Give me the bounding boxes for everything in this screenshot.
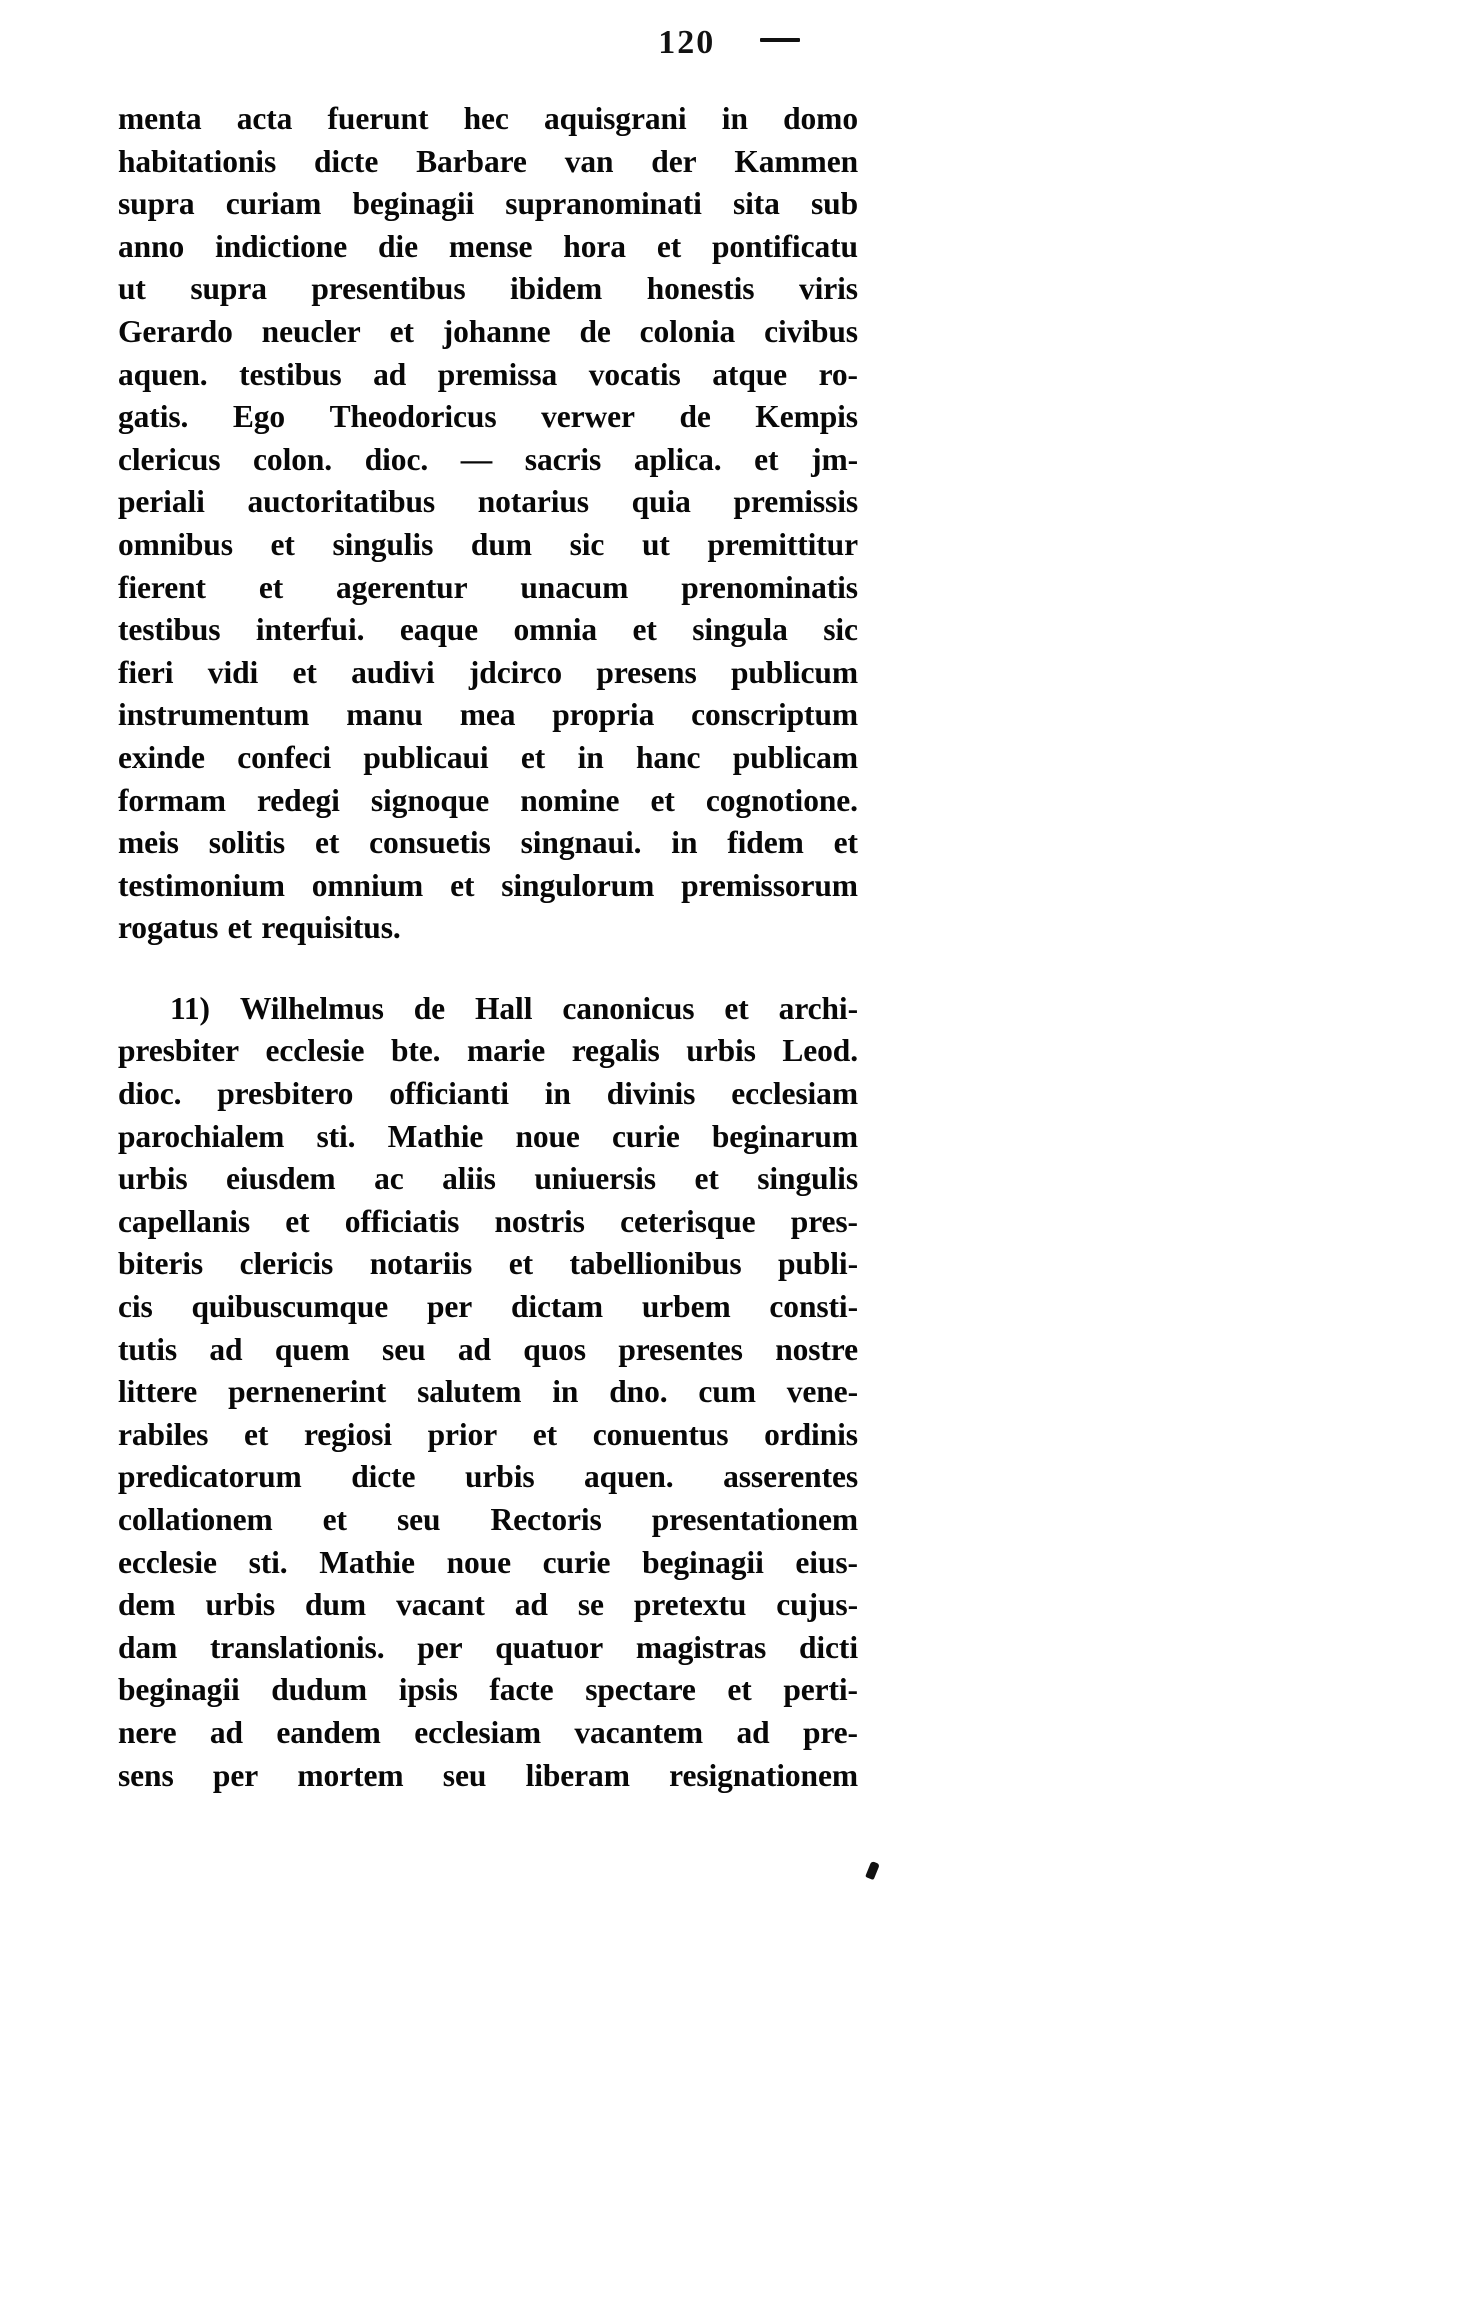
text-line — [118, 1371, 858, 1414]
text-line — [118, 780, 858, 823]
word: premissorum — [681, 867, 858, 903]
word: conuentus — [592, 1416, 729, 1452]
word: canonicus — [562, 990, 695, 1026]
word: mea — [459, 697, 516, 733]
word: Barbare — [416, 143, 527, 179]
word: singulis — [332, 526, 434, 562]
word: sti. — [248, 1544, 288, 1580]
word: singulis — [757, 1161, 858, 1197]
word: consti- — [769, 1289, 858, 1325]
page-number: 120 — [658, 24, 716, 61]
word: ceterisque — [620, 1203, 756, 1239]
word: per — [212, 1757, 259, 1793]
text-line — [118, 1755, 858, 1798]
text-line — [118, 822, 858, 865]
word: dudum — [271, 1672, 368, 1708]
word: publicam — [732, 739, 858, 775]
word: beginagii — [352, 186, 475, 222]
word: colon. — [253, 441, 333, 477]
word: hec — [463, 101, 509, 136]
word: facte — [489, 1672, 554, 1708]
text-line — [118, 481, 858, 524]
word: omnia — [513, 612, 598, 648]
word: vacant — [396, 1587, 485, 1623]
word: et — [694, 1161, 719, 1197]
word: manu — [346, 697, 423, 733]
word: urbis — [464, 1459, 535, 1495]
word: colonia — [639, 313, 736, 349]
text-line — [118, 1627, 858, 1670]
word: prenominatis — [681, 569, 858, 605]
text-line — [118, 1414, 858, 1457]
word: et — [656, 228, 682, 264]
word: officiatis — [344, 1203, 460, 1239]
word: et — [727, 1672, 752, 1708]
word: Theodoricus — [329, 399, 497, 435]
word: dictam — [510, 1289, 604, 1325]
word: beginarum — [711, 1118, 858, 1154]
text-line — [118, 1542, 858, 1585]
word: cum — [698, 1374, 756, 1410]
word: conscriptum — [691, 697, 858, 733]
word: magistras — [635, 1629, 767, 1665]
text-line — [118, 694, 858, 737]
word: ad — [457, 1331, 491, 1367]
word: civibus — [764, 313, 858, 349]
word: — — [460, 441, 493, 477]
word: sic — [823, 612, 858, 648]
word: periali — [118, 484, 205, 520]
word: sacris — [524, 441, 602, 477]
text-line — [118, 1286, 858, 1329]
word: vocatis — [588, 356, 681, 392]
word: presbiter — [118, 1033, 239, 1069]
word: curiam — [225, 186, 322, 222]
word: dem — [118, 1587, 176, 1623]
word: habitationis — [118, 143, 277, 179]
word: clericis — [239, 1246, 334, 1282]
text-line — [118, 524, 858, 567]
word: dum — [470, 526, 532, 562]
word: collationem — [118, 1502, 273, 1537]
word: 11) — [170, 990, 210, 1026]
word: sic — [569, 526, 605, 562]
word: hora — [563, 228, 626, 264]
word: sub — [811, 186, 858, 222]
word: per — [426, 1289, 473, 1325]
word: presentibus — [311, 271, 466, 307]
word: cujus- — [776, 1587, 858, 1623]
word: dum — [305, 1587, 367, 1623]
word: singulorum — [501, 867, 655, 903]
word: et — [833, 825, 858, 861]
word: pres- — [790, 1203, 858, 1239]
word: supranominati — [505, 186, 702, 222]
word: ut — [118, 271, 146, 307]
word: notariis — [369, 1246, 473, 1282]
word: supra — [190, 271, 267, 307]
text-line — [118, 1712, 858, 1755]
word: et — [270, 526, 295, 562]
word: omnibus — [118, 526, 233, 562]
word: in — [544, 1076, 571, 1112]
word: spectare — [585, 1672, 696, 1708]
word: ordinis — [764, 1416, 858, 1452]
word: presentes — [618, 1331, 743, 1367]
word: parochialem — [118, 1118, 285, 1154]
word: per — [417, 1629, 463, 1665]
word: Rectoris — [490, 1502, 602, 1537]
word: et — [632, 612, 657, 648]
text-line — [118, 1243, 858, 1286]
word: van — [564, 143, 614, 179]
word: requisitus. — [261, 910, 401, 946]
text-line — [118, 1329, 858, 1372]
word: urbis — [118, 1161, 188, 1197]
word: nere — [118, 1714, 177, 1750]
word: urbis — [205, 1587, 276, 1623]
word: cognotione. — [705, 782, 858, 818]
word: et — [724, 990, 749, 1026]
word: sens — [118, 1757, 174, 1793]
word: aquen. — [118, 356, 208, 392]
word: se — [577, 1587, 604, 1623]
word: Leod. — [782, 1033, 858, 1069]
word: testimonium — [118, 867, 285, 903]
paragraph — [118, 98, 858, 950]
word: meis — [118, 825, 179, 861]
word: in — [671, 825, 698, 861]
word: publicaui — [363, 739, 489, 775]
word: rabiles — [118, 1416, 209, 1452]
word: exinde — [118, 739, 205, 775]
text-line — [118, 1456, 858, 1499]
word: formam — [118, 782, 226, 818]
word: verwer — [541, 399, 635, 435]
word: perti- — [783, 1672, 858, 1708]
word: tutis — [118, 1331, 178, 1367]
text-line — [118, 865, 858, 908]
word: pretextu — [633, 1587, 747, 1623]
word: noue — [446, 1544, 511, 1580]
word: pernenerint — [228, 1374, 387, 1410]
word: dioc. — [364, 441, 429, 477]
text-line — [118, 183, 858, 226]
word: ibidem — [510, 271, 603, 307]
word: agerentur — [336, 569, 468, 605]
word: eandem — [276, 1714, 381, 1750]
word: regiosi — [303, 1416, 392, 1452]
word: confeci — [237, 739, 332, 775]
text-line — [118, 907, 858, 950]
word: et — [520, 739, 546, 775]
body-text-block — [118, 98, 858, 1797]
word: nomine — [520, 782, 620, 818]
word: singnaui. — [520, 825, 642, 861]
word: rogatus — [118, 910, 219, 946]
word: audivi — [351, 654, 435, 690]
word: quatuor — [495, 1629, 604, 1665]
word: resignationem — [669, 1757, 858, 1793]
word: et — [322, 1502, 347, 1537]
word: et — [227, 910, 252, 946]
word: viris — [798, 271, 858, 307]
text-line — [118, 396, 858, 439]
word: Ego — [232, 399, 286, 435]
word: prior — [427, 1416, 498, 1452]
word: seu — [382, 1331, 426, 1367]
word: et — [508, 1246, 533, 1282]
word: presens — [596, 654, 697, 690]
word: dioc. — [118, 1076, 182, 1112]
word: beginagii — [642, 1544, 764, 1580]
word: predicatorum — [118, 1459, 302, 1495]
word: quem — [274, 1331, 350, 1367]
word: fidem — [727, 825, 804, 861]
word: divinis — [606, 1076, 696, 1112]
word: dicte — [313, 143, 379, 179]
word: Gerardo — [118, 313, 233, 349]
word: et — [754, 441, 779, 477]
word: singula — [692, 612, 788, 648]
word: uniuersis — [534, 1161, 656, 1197]
word: de — [679, 399, 711, 435]
paragraph — [118, 988, 858, 1797]
word: ad — [736, 1714, 770, 1750]
word: eius- — [795, 1544, 858, 1580]
word: et — [243, 1416, 269, 1452]
word: honestis — [646, 271, 755, 307]
text-line — [118, 226, 858, 269]
word: Mathie — [319, 1544, 415, 1580]
word: menta — [118, 101, 202, 136]
word: curie — [611, 1118, 680, 1154]
word: et — [292, 654, 317, 690]
word: instrumentum — [118, 697, 310, 733]
word: premissis — [733, 484, 858, 520]
word: atque — [712, 356, 788, 392]
word: fierent — [118, 569, 206, 605]
word: quibuscumque — [191, 1289, 389, 1325]
word: anno — [118, 228, 185, 264]
text-line — [118, 141, 858, 184]
header-dash-rule — [760, 38, 800, 42]
word: quos — [523, 1331, 586, 1367]
text-line — [118, 354, 858, 397]
text-line — [118, 1073, 858, 1116]
word: ipsis — [398, 1672, 458, 1708]
word: in — [721, 101, 748, 136]
text-line — [118, 988, 858, 1031]
word: ad — [209, 1714, 243, 1750]
text-line — [118, 1116, 858, 1159]
word: seu — [442, 1757, 487, 1793]
word: gatis. — [118, 399, 189, 435]
word: ro- — [818, 356, 858, 392]
word: pontificatu — [712, 228, 858, 264]
word: aliis — [442, 1161, 496, 1197]
text-line — [118, 98, 858, 141]
word: dam — [118, 1629, 178, 1665]
word: redegi — [256, 782, 340, 818]
word: der — [651, 143, 697, 179]
word: premissa — [437, 356, 558, 392]
word: et — [650, 782, 675, 818]
word: publicum — [730, 654, 858, 690]
word: seu — [397, 1502, 441, 1537]
word: presbitero — [217, 1076, 354, 1112]
word: marie — [466, 1033, 546, 1069]
word: auctoritatibus — [247, 484, 436, 520]
word: asserentes — [723, 1459, 858, 1495]
text-line — [118, 311, 858, 354]
word: domo — [783, 101, 858, 136]
stray-ink-mark — [865, 1861, 880, 1880]
word: Hall — [474, 990, 533, 1026]
word: nostre — [775, 1331, 858, 1367]
word: urbis — [686, 1033, 756, 1069]
word: vene- — [786, 1374, 858, 1410]
word: fuerunt — [327, 101, 429, 136]
word: dno. — [609, 1374, 668, 1410]
word: curie — [542, 1544, 611, 1580]
word: archi- — [778, 990, 858, 1026]
word: sita — [732, 186, 780, 222]
word: et — [258, 569, 284, 605]
word: interfui. — [255, 612, 365, 648]
word: de — [413, 990, 446, 1026]
word: nostris — [494, 1203, 585, 1239]
word: vacantem — [574, 1714, 704, 1750]
word: publi- — [778, 1246, 858, 1282]
word: translationis. — [210, 1629, 385, 1665]
word: officianti — [389, 1076, 509, 1112]
word: tabellionibus — [569, 1246, 742, 1282]
text-line — [118, 609, 858, 652]
word: littere — [118, 1374, 198, 1410]
word: indictione — [215, 228, 348, 264]
word: consuetis — [369, 825, 491, 861]
word: urbem — [641, 1289, 731, 1325]
word: aquen. — [584, 1459, 674, 1495]
word: aplica. — [633, 441, 722, 477]
word: et — [314, 825, 340, 861]
word: johanne — [442, 313, 551, 349]
word: aquisgrani — [544, 101, 687, 136]
word: jdcirco — [468, 654, 563, 690]
word: testibus — [239, 356, 342, 392]
word: sti. — [316, 1118, 356, 1154]
text-line — [118, 1584, 858, 1627]
text-line — [118, 652, 858, 695]
word: premittitur — [707, 526, 858, 562]
word: ad — [209, 1331, 243, 1367]
word: die — [378, 228, 418, 264]
text-line — [118, 1201, 858, 1244]
word: in — [577, 739, 604, 775]
text-line — [118, 737, 858, 780]
word: jm- — [811, 441, 858, 477]
word: Wilhelmus — [239, 990, 384, 1026]
word: omnium — [311, 867, 424, 903]
text-line — [118, 567, 858, 610]
word: ecclesie — [265, 1033, 365, 1069]
word: notarius — [477, 484, 589, 520]
word: capellanis — [118, 1203, 251, 1239]
word: et — [532, 1416, 558, 1452]
word: Kempis — [755, 399, 858, 435]
word: solitis — [208, 825, 286, 861]
word: cis — [118, 1289, 153, 1325]
word: ut — [641, 526, 670, 562]
word: ad — [373, 356, 407, 392]
word: bte. — [390, 1033, 441, 1069]
text-line — [118, 1499, 858, 1542]
word: ac — [374, 1161, 404, 1197]
word: Kammen — [734, 143, 858, 179]
word: clericus — [118, 441, 221, 477]
word: et — [450, 867, 475, 903]
word: ecclesiam — [414, 1714, 541, 1750]
word: acta — [236, 101, 293, 136]
word: regalis — [571, 1033, 660, 1069]
word: vidi — [207, 654, 259, 690]
word: eaque — [399, 612, 479, 648]
word: presentationem — [651, 1502, 858, 1537]
word: dicti — [798, 1629, 858, 1665]
word: et — [389, 313, 414, 349]
word: fieri — [118, 654, 174, 690]
text-line — [118, 1669, 858, 1712]
text-line — [118, 1030, 858, 1073]
running-head — [0, 24, 1458, 62]
word: testibus — [118, 612, 221, 648]
word: mense — [448, 228, 533, 264]
word: ecclesie — [118, 1544, 217, 1580]
word: de — [579, 313, 611, 349]
word: ad — [514, 1587, 548, 1623]
word: supra — [118, 186, 195, 222]
word: dicte — [351, 1459, 416, 1495]
word: ecclesiam — [731, 1076, 858, 1112]
word: in — [552, 1374, 579, 1410]
word: biteris — [118, 1246, 204, 1282]
word: noue — [515, 1118, 580, 1154]
word: Mathie — [387, 1118, 484, 1154]
word: salutem — [417, 1374, 522, 1410]
word: propria — [552, 697, 655, 733]
word: beginagii — [118, 1672, 240, 1708]
word: pre- — [802, 1714, 858, 1750]
word: quia — [631, 484, 691, 520]
word: eiusdem — [226, 1161, 336, 1197]
word: signoque — [370, 782, 490, 818]
word: mortem — [297, 1757, 404, 1793]
text-line — [118, 439, 858, 482]
text-line — [118, 268, 858, 311]
word: hanc — [636, 739, 701, 775]
text-line — [118, 1158, 858, 1201]
word: liberam — [525, 1757, 630, 1793]
word: unacum — [520, 569, 629, 605]
word: neucler — [261, 313, 361, 349]
word: et — [285, 1203, 310, 1239]
